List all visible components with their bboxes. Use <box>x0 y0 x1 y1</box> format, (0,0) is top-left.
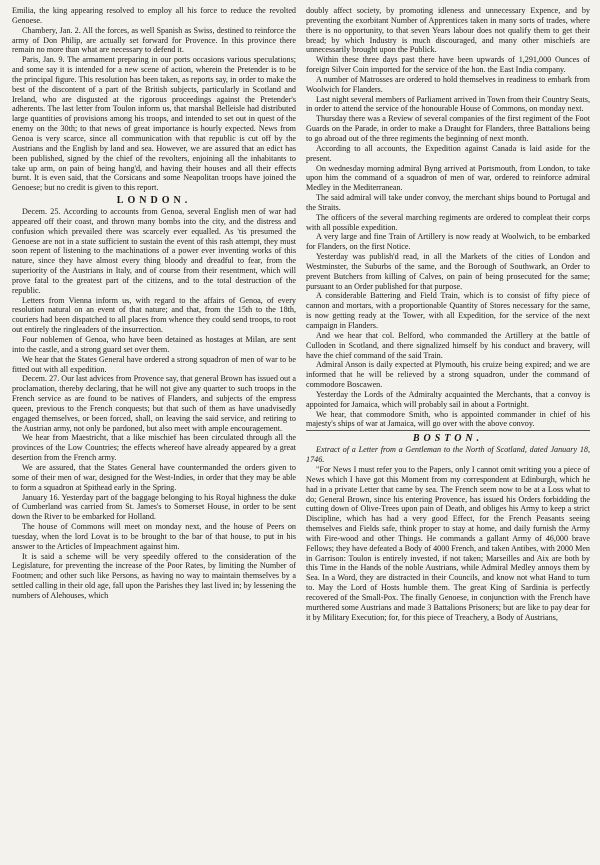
paragraph: We hear that the States General have ordered a strong squadron of men of war to be fitted out with all expedition. <box>12 354 296 374</box>
paragraph: On wednesday morning admiral Byng arrived at Portsmouth, from London, to take upon him the command of a squadron of men of war, ordered to reinforce admiral Medley in the Mediterranean. <box>306 163 590 193</box>
paragraph: Yesterday was publish'd read, in all the Markets of the cities of London and Westminster, the Suburbs of the same, and the Borough of Southwark, an Order to prevent Butchers from killing of Calves, on pain of being prosecuted for the same; pursuant to an Order published for that purpose. <box>306 252 590 291</box>
paragraph: The officers of the several marching regiments are ordered to compleat their corps with all possible expedition. <box>306 212 590 232</box>
paragraph: Emilia, the king appearing resolved to employ all his force to reduce the revolted Genoese. <box>12 6 296 25</box>
paragraph: The house of Commons will meet on monday next, and the house of Peers on tuesday, when the lord Lovat is to be brought to the bar of that house, to put in his answer to the Articles of Impeachment against him. <box>12 522 296 551</box>
paragraph: "For News I must refer you to the Papers, only I cannot omit writing you a piece of News which I have got this Moment from my correspondent at Edinburgh, which he had in a private Letter that came by sea. The French seem now to be at a Loss what to do; General Brown, since his entering Provence, has issued his Orders forbidding the cutting down of Olive-Trees upon pain of Death, and obliges his Army to keep a strict Discipline, which has had a very good Effect, for the French Peasants seeing themselves and Fields safe, think proper to stay at home, and daily furnish the Army with Fire-wood and other Things. He commands a gallant Army of 46,000 brave Fellows; they have defeated a Body of 4000 French, and taken Antibes, with 2000 Men in Garrison: Toulon is entirely invested, if not taken; Marseilles and Aix are both by this Time in the Hands of the noble Austrians, while Admiral Medley annoys them by Sea. In a Word, they are distracted in their Councils, and know not what Hand to turn to. May the Lord of Hosts humble them. The great King of Sardinia is perfectly recovered of the Small-Pox. The finally Genoese, in conjunction with the French have murthered some Austrians and made 3 Battalions Prisoners; but are like to pay dear for it by Military Execution; for, for this piece of Treachery, a Body of Austrians, <box>306 464 590 622</box>
paragraph: doubly affect society, by promoting idleness and unnecessary Expence, and by preventing the exorbitant Number of Apprentices taken in many sorts of trades, where there is no opportunity, to that seven Years labour does not qualify them to get their bread; by which Industry is much discouraged, and many other mischiefs are unnecessarily brought upon the Publick. <box>306 6 590 55</box>
section-heading-london: LONDON. <box>116 195 192 207</box>
paragraph: Decem. 25. According to accounts from Genoa, several English men of war had appeared off their coast, and thrown many bombs into the city, and the distress and confusion which prevailed there was scarcely ever equalled. As 'tis presumed the Genoese are not in a state sufficient to sustain the event of this rash attempt, they must soon repent of listening to the machinations of a power ever inventing works of this nature, since they have almost every thing bloody and dreadful to fear, from the superiority of the Austrians in Italy, and of course from their resentment, which will prove fatal to the greatest part of the citizens, and to the total destruction of the republic. <box>12 207 296 295</box>
left-column <box>12 6 296 861</box>
paragraph: Letters from Vienna inform us, with regard to the affairs of Genoa, of every resolution natural on an event of that nature; and that, from the 15th to the 18th, couriers had been dispatched to all places from whence they could send troops, to root out entirely the ringleaders of the insurrection. <box>12 295 296 335</box>
paragraph: Decem. 27. Our last advices from Provence say, that general Brown has issued out a proclamation, thereby declaring, that he will not give any quarter to such troops in the French service as are found to be natives of Flanders, and subjects of the empress queen, previous to the French conquests; but that such of them as have unadvisedly engaged themselves, or been forced, shall, on leaving the said service, and retiring to the Austrian army, not only be pardoned, but also meet with ample encouragement. <box>12 374 296 433</box>
divider <box>306 430 590 431</box>
paragraph: January 16. Yesterday part of the baggage belonging to his Royal highness the duke of Cumberland was carried from St. James's to Somerset House, in order to be sent down the River to be embarked for Holland. <box>12 492 296 522</box>
paragraph: According to all accounts, the Expedition against Canada is laid aside for the present. <box>306 143 590 163</box>
paragraph: And we hear that col. Belford, who commanded the Artillery at the battle of Culloden in Scotland, and there signalized himself by his conduct and bravery, will have the chief command of the said Train. <box>306 330 590 360</box>
paragraph: We hear from Maestricht, that a like mischief has been circulated through all the provinces of the Low Countries; the effects whereof have already appeared by a great desertion from the French army. <box>12 433 296 463</box>
extract-title: Extract of a Letter from a Gentleman to the North of Scotland, dated January 18, 1746. <box>306 445 590 465</box>
paragraph: A considerable Battering and Field Train, which is to consist of fifty piece of cannon and mortars, with a proportionable Quantity of Stores necessary for the same, is now getting ready at the Tower, with all Expedition, for the service of the next campaign in Flanders. <box>306 291 590 330</box>
paragraph: Admiral Anson is daily expected at Plymouth, his cruize being expired; and we are informed that he will be relieved by a strong squadron, under the command of commodore Boscawen. <box>306 360 590 390</box>
paragraph: A very large and fine Train of Artillery is now ready at Woolwich, to be embarked for Flanders, on the first Notice. <box>306 232 590 252</box>
right-column <box>306 6 590 861</box>
section-heading-boston: BOSTON. <box>412 433 484 445</box>
paragraph: Four noblemen of Genoa, who have been detained as hostages at Milan, are sent into the castle, and a strong guard set over them. <box>12 335 296 354</box>
paragraph: Thursday there was a Review of several companies of the first regiment of the Foot Guards on the Parade, in order to make a Draught for Flanders, three Battalions being to go abroad out of the three regiments the beginning of next month. <box>306 114 590 143</box>
paragraph: The said admiral will take under convoy, the merchant ships bound to Portugal and the Straits. <box>306 193 590 212</box>
paragraph: Within these three days past there have been upwards of 1,291,000 Ounces of foreign Silver Coin imported for the service of the hon. the East India company. <box>306 55 590 75</box>
paragraph: It is said a scheme will be very speedily offered to the consideration of the Legislature, for preventing the increase of the Poor Rates, by limiting the Number of Footmen; and other such like Persons, as having no way to maintain themselves by a settled calling in their old age, fall upon the Parishes they last lived in; by lessening the numbers of Alehouses, which <box>12 551 296 600</box>
paragraph: Paris, Jan. 9. The armament preparing in our ports occasions various speculations; and some say it is intended for a new scene of action, wherein the Pretender is to be the principal figure. This resolution has been taken, as reports say, in order to make the best of the discontent of a part of the British subjects, particularly in Scotland and Ireland, who are disgusted at the rigorous proceedings against the Pretender's adherents. The last letter from Toulon inform us, that marshal Belleisle had distributed large quantities of provisions among his troops, and intended to set out in quest of the enemy on the 30th; to that news of great importance is hourly expected. News from Genoa is very scarce, since all communication with that republic is cut off by the Austrians and the English by land and sea. However, we are assured that an edict has been published, signed by the chief of the revolters, enjoining all the inhabitants to take up arm, on pain of being hang'd, and having their houses and all their effects burnt. It is even said, that the Corsicans and some Neapolitan troops have joined the Genoese; but no credit is given to this report. <box>12 55 296 193</box>
paragraph: We are assured, that the States General have countermanded the orders given to some of their men of war, designed for the West-Indies, in order that they may be able to form a squadron at Spithead early in the Spring. <box>12 462 296 492</box>
paragraph: We hear, that commodore Smith, who is appointed commander in chief of his majesty's ships of war at Jamaica, will go over with the above convoy. <box>306 409 590 429</box>
paragraph: Yesterday the Lords of the Admiralty acquainted the Merchants, that a convoy is appointed for Jamaica, which will probably sail in about a Fortnight. <box>306 389 590 409</box>
paragraph: Chambery, Jan. 2. All the forces, as well Spanish as Swiss, destined to reinforce the army of Don Philip, are actually set forward for Provence. In this province there remain no more than what are necessary to defend it. <box>12 25 296 55</box>
paragraph: Last night several members of Parliament arrived in Town from their Country Seats, in order to attend the service of the honourable House of Commons, on monday next. <box>306 94 590 114</box>
paragraph: A number of Matrosses are ordered to hold themselves in readiness to embark from Woolwich for Flanders. <box>306 74 590 94</box>
